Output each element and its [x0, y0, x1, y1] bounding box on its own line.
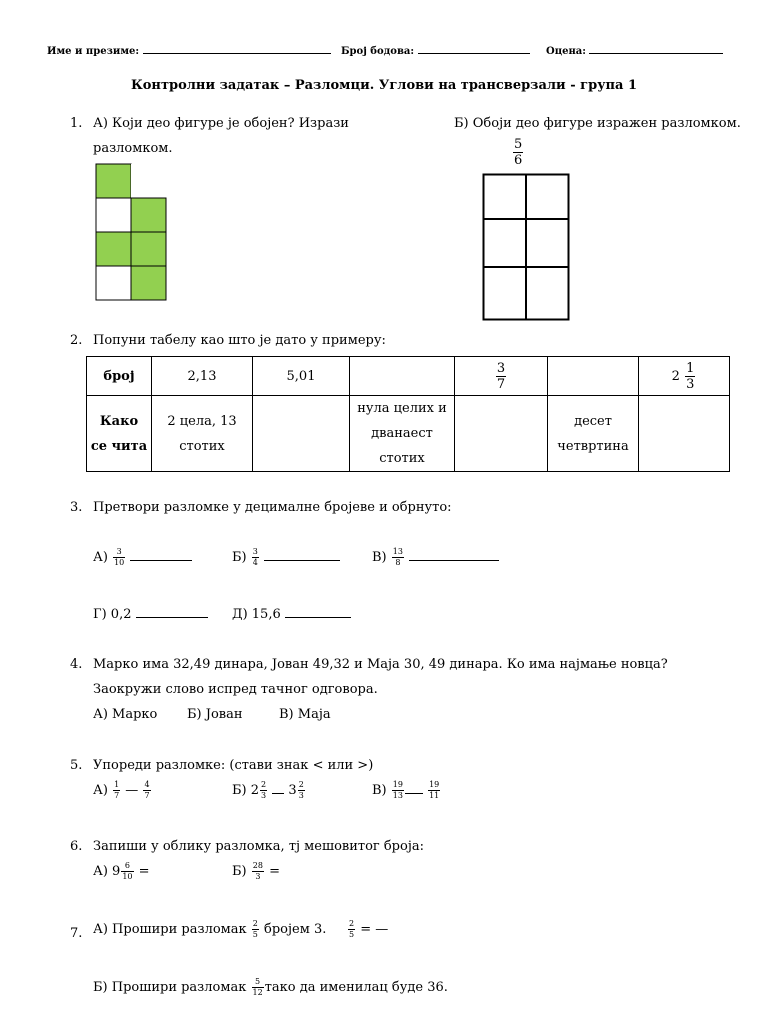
empty-cell [96, 198, 131, 232]
frac-num: 1 [114, 780, 120, 789]
q3-item-a [93, 548, 192, 567]
frac-den: 4 [252, 558, 258, 567]
item-text: бројем 3. [264, 922, 327, 937]
frac-den: 5 [252, 930, 258, 939]
frac-num: 28 [252, 861, 263, 870]
table-cell: 5,01 [253, 357, 350, 396]
q6-number: 6. [70, 839, 83, 854]
q3-text: Претвори разломке у децималне бројеве и обрнуто: [93, 500, 452, 515]
q1-a-text-line1: А) Који део фигуре је обојен? Изрази [93, 116, 349, 131]
q7-item-b [93, 978, 448, 997]
table-cell-empty[interactable] [253, 396, 350, 472]
cell-line: нула целих и [357, 401, 447, 416]
frac-den: 11 [429, 791, 440, 800]
q5-number: 5. [70, 758, 83, 773]
q6-item-a [93, 862, 150, 881]
table-header-read [87, 396, 152, 472]
frac-den: 3 [261, 791, 267, 800]
item-text: Б) Прошири разломак [93, 980, 247, 995]
q2-text: Попуни табелу као што је дато у примеру: [93, 333, 386, 348]
cell-line: стотих [379, 451, 425, 466]
shaded-cell [131, 198, 166, 232]
frac-num: 13 [392, 547, 403, 556]
frac-num: 2 [298, 780, 304, 789]
equals-sign: = [269, 864, 280, 879]
table-header-number: број [87, 357, 152, 396]
empty-cell [96, 266, 131, 300]
frac-num: 19 [392, 780, 403, 789]
frac-den: 3 [255, 872, 261, 881]
mixed-whole: 3 [288, 783, 297, 798]
item-label: В) [372, 783, 387, 798]
shaded-cell [96, 232, 131, 266]
q3-item-d [232, 607, 351, 622]
cell-line: стотих [179, 438, 225, 454]
q5-item-v [372, 781, 441, 800]
cell-line: четвртина [557, 438, 629, 454]
frac-num: 2 [349, 919, 355, 928]
q2-table [86, 356, 730, 472]
frac-den: 8 [395, 558, 401, 567]
header-line: се чита [90, 438, 148, 454]
compare-blank[interactable]: — [125, 783, 139, 798]
frac-den: 13 [392, 791, 403, 800]
answer-blank[interactable] [136, 616, 208, 618]
q4-option-v[interactable]: В) Маја [279, 707, 331, 722]
frac-den: 12 [252, 988, 263, 997]
q1-b-frac-den: 6 [514, 153, 523, 168]
q4-text-line2: Заокружи слово испред тачног одговора. [93, 682, 378, 697]
shaded-cell [131, 266, 166, 300]
table-cell [152, 396, 253, 472]
item-label: А) [93, 783, 108, 798]
frac-den: 7 [114, 791, 120, 800]
q4-option-a[interactable]: А) Марко [93, 707, 158, 722]
q6-item-b [232, 862, 280, 881]
compare-blank[interactable] [405, 792, 423, 794]
q5-item-b [232, 781, 306, 800]
answer-blank[interactable]: = — [360, 922, 389, 937]
frac-num: 2 [261, 780, 267, 789]
item-label: В) [372, 550, 387, 565]
answer-blank[interactable] [130, 559, 192, 561]
frac-num: 5 [252, 978, 264, 988]
equals-sign: = [138, 864, 150, 879]
empty-cell [131, 164, 166, 198]
shaded-cell [96, 164, 131, 198]
q1-b-text: Б) Обоји део фигуре изражен разломком. [454, 116, 741, 131]
table-cell: 2,13 [152, 357, 253, 396]
frac-num: 3 [252, 547, 258, 556]
frac-den: 3 [686, 376, 695, 392]
header-line: Како [99, 413, 139, 429]
item-label: Б) [232, 550, 247, 565]
frac-den: 7 [144, 791, 150, 800]
item-label: Б) [232, 864, 247, 879]
frac-den: 7 [496, 376, 506, 392]
page-title: Контролни задатак – Разломци. Углови на трансверзали - група 1 [130, 78, 638, 93]
cell-line: дванаест [371, 426, 433, 441]
frac-num: 3 [113, 548, 125, 558]
q1-number: 1. [70, 116, 83, 131]
cell-line: 2 цела, 13 [167, 413, 237, 429]
frac-num: 19 [429, 780, 440, 789]
q7-item-a [93, 920, 388, 939]
q1-a-text-line2: разломком. [93, 141, 173, 156]
frac-den: 3 [298, 791, 304, 800]
q4-number: 4. [70, 657, 83, 672]
answer-blank[interactable] [409, 559, 499, 561]
q7-number: 7. [70, 926, 83, 941]
frac-num: 1 [686, 360, 695, 376]
item-label: А) 9 [93, 864, 121, 879]
cell-line: десет [574, 413, 612, 429]
compare-blank[interactable] [272, 792, 284, 794]
table-cell [639, 357, 730, 396]
q3-number: 3. [70, 500, 83, 515]
table-cell-empty[interactable] [350, 357, 455, 396]
points-label: Број бодова: [341, 46, 530, 57]
q1-b-frac-num: 5 [514, 137, 523, 152]
item-text: тако да именилац буде 36. [264, 980, 448, 995]
table-cell-empty[interactable] [548, 357, 639, 396]
q1-coloring-grid[interactable] [482, 173, 570, 321]
table-cell-empty[interactable] [639, 396, 730, 472]
answer-blank[interactable] [264, 559, 340, 561]
frac-num: 2 [252, 919, 258, 928]
frac-den: 10 [122, 872, 133, 881]
q5-item-a [93, 781, 152, 800]
name-label: Име и презиме: [47, 46, 331, 57]
table-cell [455, 357, 548, 396]
q3-item-v [372, 548, 499, 567]
frac-num: 3 [496, 360, 506, 376]
q4-option-b[interactable]: Б) Јован [187, 707, 243, 722]
item-label: А) [93, 550, 108, 565]
q2-number: 2. [70, 333, 83, 348]
frac-den: 5 [349, 930, 355, 939]
q3-item-b [232, 548, 340, 567]
shaded-cell [131, 232, 166, 266]
frac-num: 6 [121, 862, 133, 872]
q4-text-line1: Марко има 32,49 динара, Јован 49,32 и Маја 30, 49 динара. Ко има најмање новца? [93, 657, 668, 672]
item-label: Б) 2 [232, 783, 260, 798]
grade-label: Оцена: [546, 46, 723, 57]
item-text: А) Прошири разломак [93, 922, 247, 937]
q3-item-g [93, 607, 208, 622]
frac-den: 10 [114, 558, 125, 567]
table-cell [350, 396, 455, 472]
q1-shaded-figure [95, 163, 167, 301]
q1-b-fraction [512, 138, 524, 167]
mixed-whole: 2 [671, 368, 680, 384]
table-cell [548, 396, 639, 472]
table-cell-empty[interactable] [455, 396, 548, 472]
q6-text: Запиши у облику разломка, тј мешовитог броја: [93, 839, 424, 854]
item-label: Г) 0,2 [93, 607, 132, 622]
frac-num: 4 [144, 780, 150, 789]
item-label: Д) 15,6 [232, 607, 281, 622]
answer-blank[interactable] [285, 616, 351, 618]
q5-text: Упореди разломке: (стави знак < или >) [93, 758, 374, 773]
